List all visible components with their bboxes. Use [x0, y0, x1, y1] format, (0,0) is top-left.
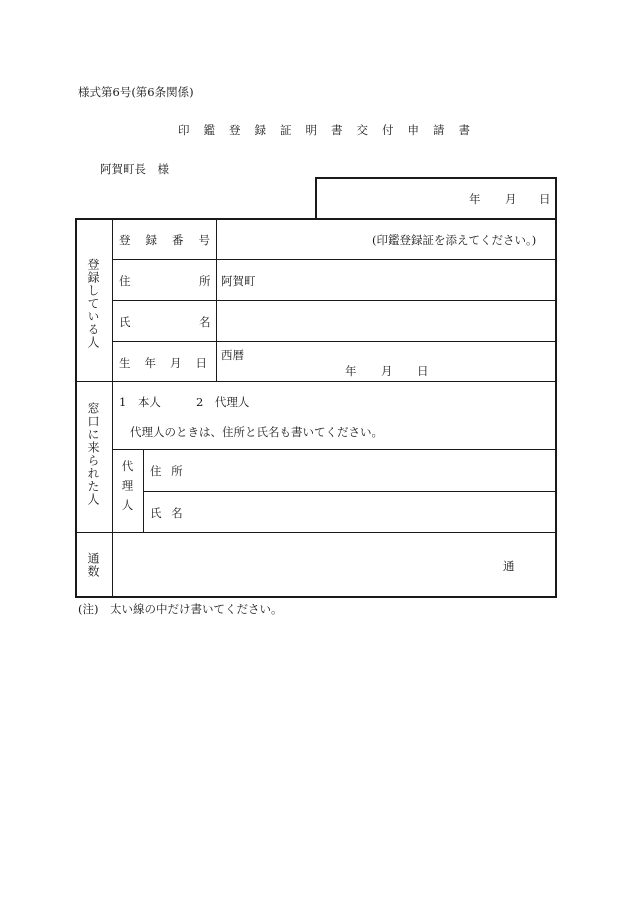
registered-person-section-label: 登録している人 [86, 258, 100, 349]
agent-name-label: 氏 名 [150, 506, 186, 520]
option-agent[interactable]: 2 代理人 [196, 395, 250, 409]
visitor-section-label: 窓口に来られた人 [86, 402, 100, 506]
address-label-char-2: 所 [199, 274, 211, 288]
dob-label: 生年月日 [119, 356, 221, 370]
copies-label: 通数 [86, 552, 100, 578]
date-day-label: 日 [539, 192, 551, 206]
dob-month-label: 月 [381, 364, 393, 378]
agent-address-label: 住 所 [150, 464, 186, 478]
copies-unit: 通 [503, 559, 515, 573]
dob-year-label: 年 [345, 364, 357, 378]
reg-number-note: (印鑑登録証を添えてください。) [372, 233, 537, 247]
agent-label: 代理人 [120, 460, 135, 519]
address-value[interactable]: 阿賀町 [221, 274, 256, 288]
footnote: (注) 太い線の中だけ書いてください。 [78, 602, 283, 616]
form-number: 様式第6号(第6条関係) [78, 85, 194, 99]
addressee: 阿賀町長 様 [100, 162, 169, 176]
option-self[interactable]: 1 本人 [119, 395, 161, 409]
address-label-char-1: 住 [119, 274, 131, 288]
reg-number-label: 登録番号 [119, 233, 225, 247]
page-title: 印鑑登録証明書交付申請書 [178, 123, 484, 137]
name-label-char-1: 氏 [119, 315, 131, 329]
date-month-label: 月 [505, 192, 517, 206]
dob-era: 西暦 [221, 348, 244, 362]
date-year-label: 年 [469, 192, 481, 206]
name-label-char-2: 名 [199, 315, 211, 329]
agent-note: 代理人のときは、住所と氏名も書いてください。 [130, 425, 383, 439]
dob-day-label: 日 [417, 364, 429, 378]
